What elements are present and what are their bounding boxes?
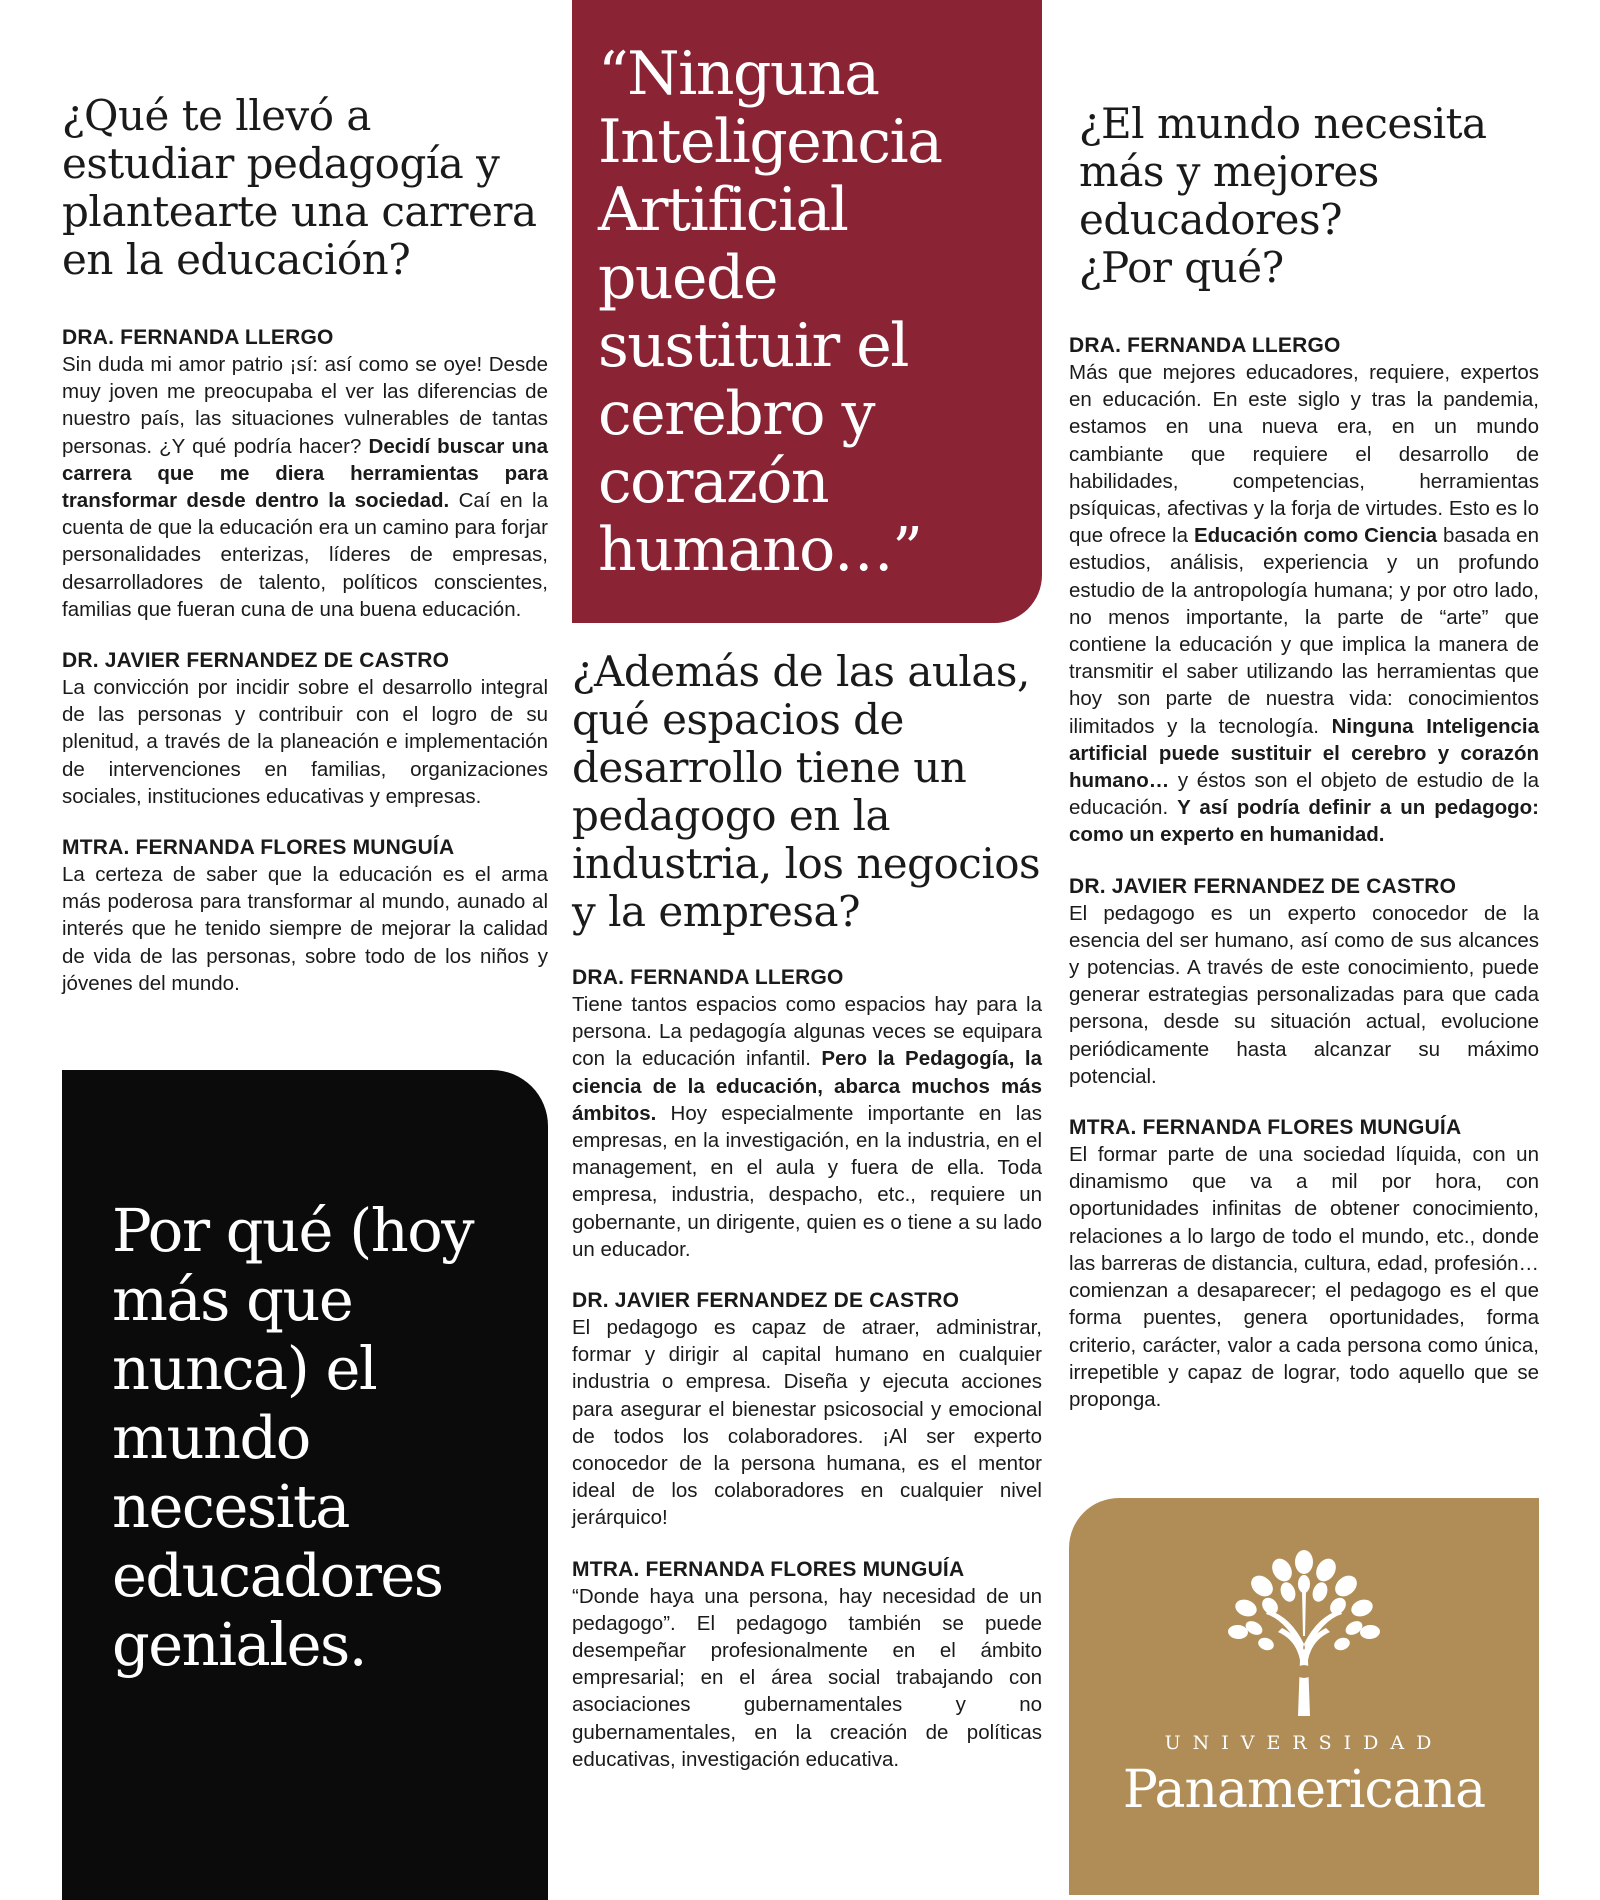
answer-llergo bbox=[62, 326, 548, 623]
right-column bbox=[1069, 100, 1539, 1439]
answer-flores bbox=[1069, 1116, 1539, 1413]
answer-flores bbox=[62, 836, 548, 997]
left-answers bbox=[62, 326, 548, 997]
author-name: MTRA. FERNANDA FLORES MUNGUÍA bbox=[1069, 1116, 1462, 1140]
author-name: MTRA. FERNANDA FLORES MUNGUÍA bbox=[62, 836, 455, 860]
answer-text: La convicción por incidir sobre el desarrollo integral de las personas y contribuir con el logro de su plenitud, a través de la planeación e implementación de intervenciones en familias, organizaciones sociales, instituciones educativas y empresas. bbox=[62, 676, 548, 808]
answer-flores bbox=[572, 1558, 1042, 1773]
quote-box bbox=[572, 0, 1042, 623]
black-callout-text: Por qué (hoy más que nunca) el mundo necesita educadores geniales. bbox=[112, 1196, 474, 1679]
tree-icon bbox=[1226, 1540, 1382, 1716]
answer-text: El pedagogo es capaz de atraer, administrar, formar y dirigir al capital humano en cualquier industria o empresa. Diseña y ejecuta acciones para asegurar el bienestar psicosocial y emocional de todos los colaboradores. ¡Al ser experto conocedor de la persona humana, es el mentor ideal de los colaboradores en cualquier nivel jerárquico! bbox=[572, 1316, 1042, 1530]
author-name: DRA. FERNANDA LLERGO bbox=[1069, 334, 1341, 357]
left-heading: ¿Qué te llevó a estudiar pedagogía y plantearte una carrera en la educación? bbox=[62, 91, 537, 284]
pull-quote: “Ninguna Inteligencia Artificial puede sustituir el cerebro y corazón humano…” bbox=[598, 39, 942, 585]
answer-llergo bbox=[572, 966, 1042, 1263]
author-name: DRA. FERNANDA LLERGO bbox=[62, 326, 334, 349]
answer-fernandez bbox=[62, 649, 548, 810]
answer-text: Más que mejores educadores, requiere, expertos en educación. En este siglo y tras la pandemia, estamos en una nueva era, en un mundo cambiante que requiere el desarrollo de habilidades, competencias, herramientas psíquicas, afectivas y la forja de virtudes. Esto es lo que ofrece la Educación como Ciencia basada en estudios, análisis, experiencia y un profundo estudio de la antropología humana; y por otro lado, no menos importante, la parte de “arte” que contiene la educación y que implica la manera de transmitir el saber utilizando las herramientas que hoy son parte de nuestra vida: conocimientos ilimitados y la tecnología. Ninguna Inteligencia artificial puede sustituir el cerebro y corazón humano… y éstos son el objeto de estudio de la educación. Y así podría definir a un pedagogo: como un experto en humanidad. bbox=[1069, 361, 1540, 847]
answer-text: La certeza de saber que la educación es el arma más poderosa para transformar al mundo, aunado al interés que he tenido siempre de mejorar la calidad de vida de las personas, sobre todo de los niños y jóvenes del mundo. bbox=[62, 863, 548, 995]
answer-text: El formar parte de una sociedad líquida, con un dinamismo que va a mil por hora, con oportunidades infinitas de obtener conocimiento, relaciones a lo largo de todo el mundo, etc., donde las barreras de distancia, cultura, edad, profesión… comienzan a desaparecer; el pedagogo es el que forma puentes, genera oportunidades, forma criterio, carácter, valor a cada persona como única, irrepetible y capaz de lograr, todo aquello que se proponga. bbox=[1069, 1143, 1539, 1411]
answer-llergo bbox=[1069, 334, 1539, 849]
middle-column bbox=[572, 648, 1042, 1799]
left-column bbox=[62, 92, 548, 1023]
right-heading-line1: ¿El mundo necesita más y mejores educadores? bbox=[1079, 99, 1487, 244]
university-label: UNIVERSIDAD bbox=[1164, 1732, 1444, 1754]
answer-fernandez bbox=[1069, 875, 1539, 1090]
university-logo-box bbox=[1069, 1498, 1539, 1895]
middle-answers bbox=[572, 966, 1042, 1773]
answer-text: Sin duda mi amor patrio ¡sí: así como se oye! Desde muy joven me preocupaba el ver las diferencias de nuestro país, las situaciones vulnerables de tantas personas. ¿Y qué podría hacer? Decidí buscar una carrera que me diera herramientas para transformar desde dentro la sociedad. Caí en la cuenta de que la educación era un camino para forjar personalidades enterizas, líderes de empresas, desarrolladores de talento, políticos conscientes, familias que fueran cuna de una buena educación. bbox=[62, 353, 549, 621]
author-name: DR. JAVIER FERNANDEZ DE CASTRO bbox=[572, 1289, 960, 1313]
right-answers bbox=[1069, 334, 1539, 1413]
middle-heading: ¿Además de las aulas, qué espacios de desarrollo tiene un pedagogo en la industria, los negocios y la empresa? bbox=[572, 647, 1041, 936]
answer-text: Tiene tantos espacios como espacios hay para la persona. La pedagogía algunas veces se equipara con la educación infantil. Pero la Pedagogía, la ciencia de la educación, abarca muchos más ámbitos. Hoy especialmente importante en las empresas, en la investigación, en la industria, en el management, en el aula y fuera de ella. Toda empresa, industria, despacho, etc., requiere un gobernante, un dirigente, quien es o tiene a su lado un educador. bbox=[572, 993, 1042, 1261]
author-name: MTRA. FERNANDA FLORES MUNGUÍA bbox=[572, 1557, 965, 1581]
right-heading-line2: ¿Por qué? bbox=[1079, 243, 1284, 292]
answer-fernandez bbox=[572, 1289, 1042, 1532]
author-name: DR. JAVIER FERNANDEZ DE CASTRO bbox=[1069, 874, 1457, 898]
black-callout-box bbox=[62, 1070, 548, 1900]
author-name: DR. JAVIER FERNANDEZ DE CASTRO bbox=[62, 649, 450, 673]
answer-text: “Donde haya una persona, hay necesidad de un pedagogo”. El pedagogo también se puede desempeñar profesionalmente en el ámbito empresarial; en el área social trabajando con asociaciones gubernamentales y no gubernamentales, en la creación de políticas educativas, investigación educativa. bbox=[572, 1584, 1042, 1771]
author-name: DRA. FERNANDA LLERGO bbox=[572, 966, 844, 989]
answer-text: El pedagogo es un experto conocedor de la esencia del ser humano, así como de sus alcances y potencias. A través de este conocimiento, puede generar estrategias personalizadas para que cada persona, desde su situación actual, evolucione periódicamente hasta alcanzar su máximo potencial. bbox=[1069, 901, 1539, 1088]
university-name: Panamericana bbox=[1122, 1760, 1486, 1820]
right-heading bbox=[1069, 100, 1499, 292]
